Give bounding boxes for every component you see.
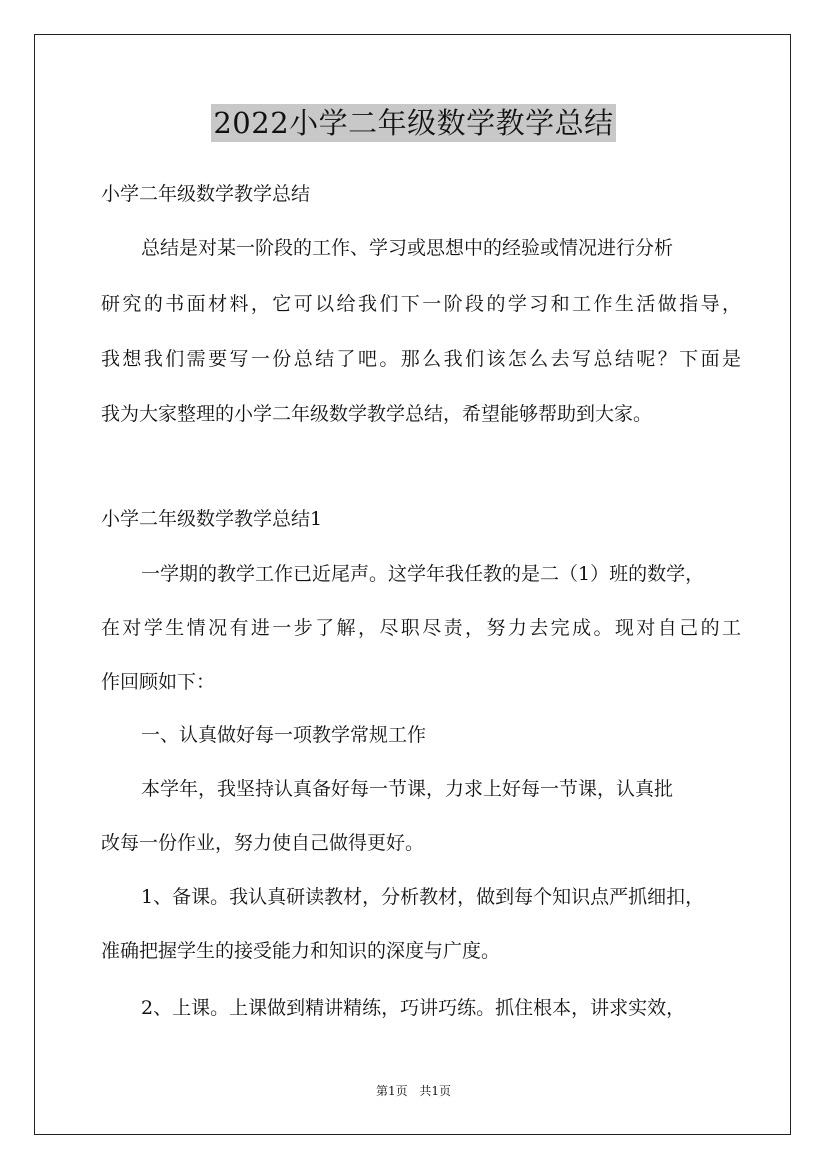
- paragraph-line-1: 一学期的教学工作已近尾声。这学年我任教的是二（1）班的数学，: [141, 563, 705, 585]
- title-wrap: [0, 104, 827, 142]
- intro-line-1: 总结是对某一阶段的工作、学习或思想中的经验或情况进行分析: [141, 237, 674, 259]
- document-title: 2022小学二年级数学教学总结: [213, 106, 614, 140]
- item2-line-1: 2、上课。上课做到精讲精练，巧讲巧练。抓住根本，讲求实效，: [141, 997, 686, 1019]
- item1-line-2: 准确把握学生的接受能力和知识的深度与广度。: [101, 940, 501, 962]
- intro-line-4: 我为大家整理的小学二年级数学教学总结，希望能够帮助到大家。: [101, 403, 653, 425]
- item1-line-1: 1、备课。我认真研读教材，分析教材，做到每个知识点严抓细扣，: [141, 886, 705, 908]
- paragraph-line-2: 在对学生情况有进一步了解，尽职尽责，努力去完成。现对自己的工: [101, 617, 741, 639]
- paragraph2-line-1: 本学年，我坚持认真备好每一节课，力求上好每一节课，认真批: [141, 778, 674, 800]
- paragraph-line-3: 作回顾如下：: [101, 671, 216, 693]
- page-total: 共1页: [419, 1084, 452, 1098]
- subheading: 一、认真做好每一项教学常规工作: [141, 724, 427, 746]
- subtitle: 小学二年级数学教学总结: [101, 183, 311, 205]
- intro-line-2: 研究的书面材料，它可以给我们下一阶段的学习和工作生活做指导，: [101, 293, 741, 315]
- paragraph2-line-2: 改每一份作业，努力使自己做得更好。: [101, 832, 425, 854]
- section-heading: 小学二年级数学教学总结1: [101, 508, 323, 530]
- page-footer: [0, 1083, 827, 1099]
- page-number: 第1页: [375, 1084, 408, 1098]
- intro-line-3: 我想我们需要写一份总结了吧。那么我们该怎么去写总结呢？下面是: [101, 348, 741, 370]
